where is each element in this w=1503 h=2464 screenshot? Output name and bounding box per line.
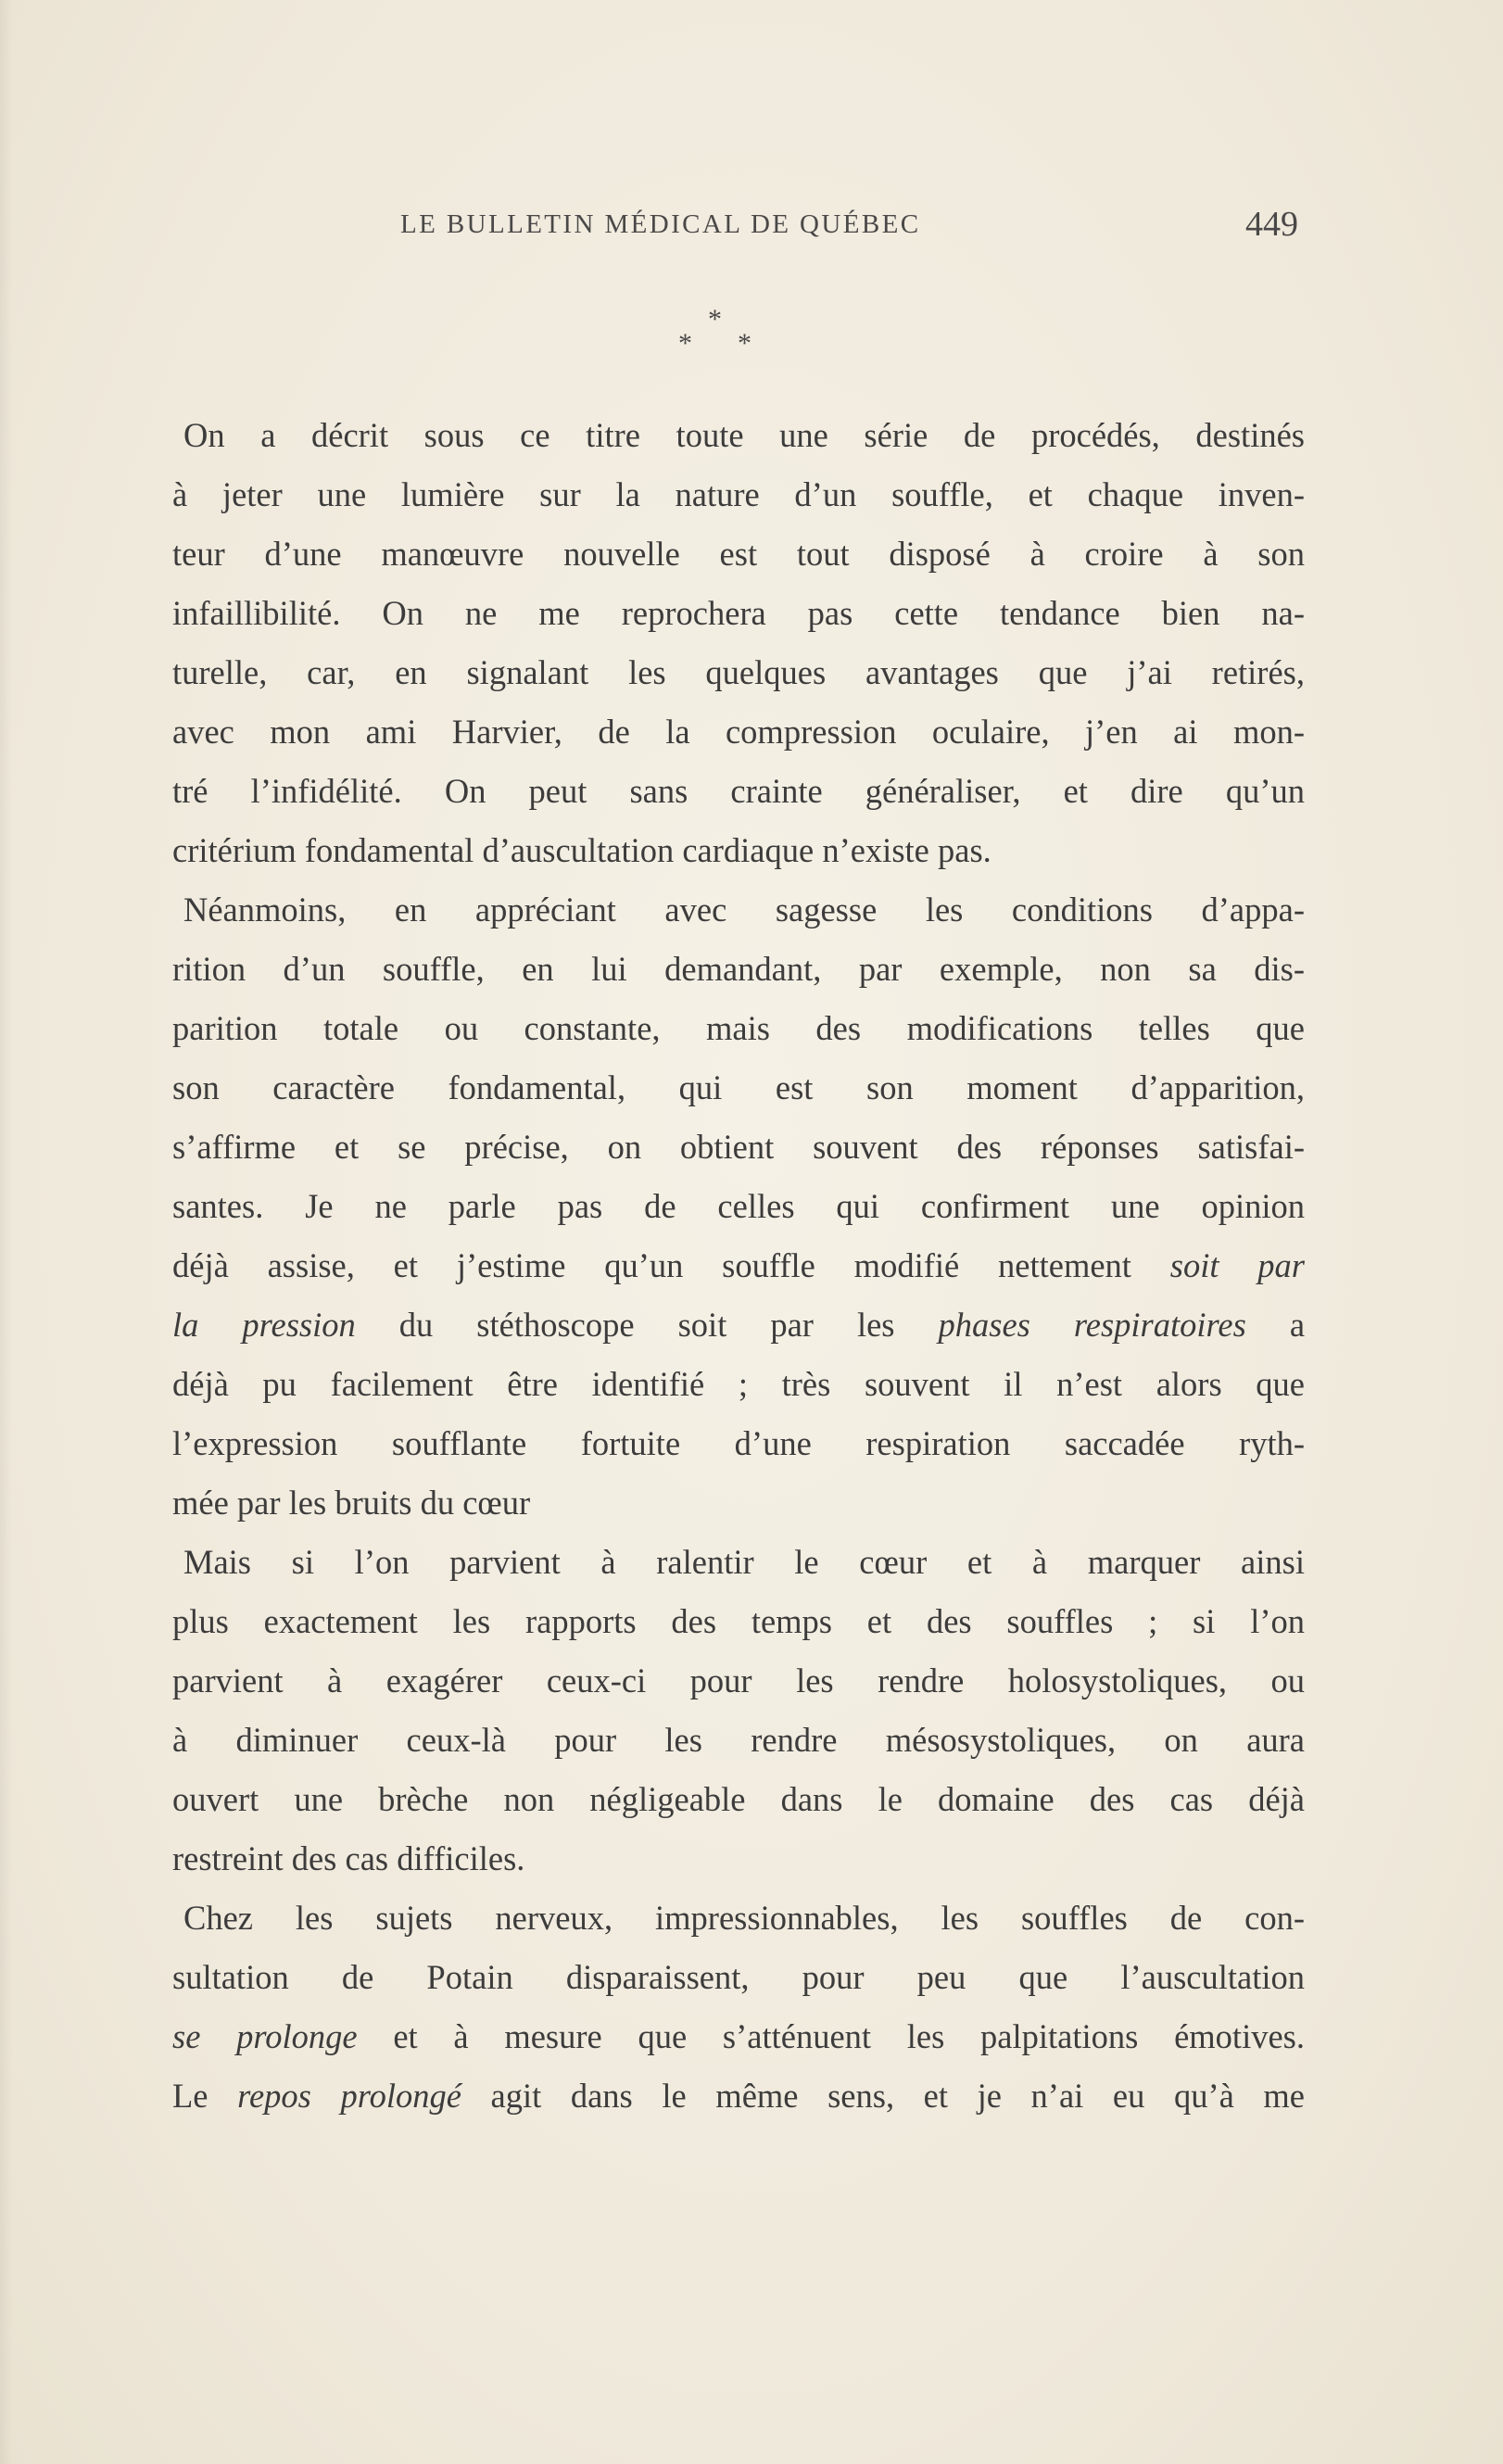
text-line: son caractère fondamental, qui est son moment d’apparition,: [172, 1068, 1305, 1106]
text-line: parvient à exagérer ceux-ci pour les rendre holosystoliques, ou: [172, 1662, 1305, 1700]
text-line: déjà pu facilement être identifié ; très souvent il n’est alors que: [172, 1365, 1305, 1403]
text-segment: déjà assise, et j’estime qu’un souffle modifié nettement: [172, 1246, 1131, 1284]
text-line: Néanmoins, en appréciant avec sagesse les conditions d’appa-: [183, 891, 1305, 929]
text-line: infaillibilité. On ne me reprochera pas cette tendance bien na-: [172, 594, 1305, 632]
text-line: tré l’infidélité. On peut sans crainte généraliser, et dire qu’un: [172, 772, 1305, 810]
asterisk: *: [738, 328, 752, 359]
text-line: [172, 2007, 1305, 2066]
text-line: ouvert une brèche non négligeable dans le domaine des cas déjà: [172, 1780, 1305, 1818]
italic-segment: soit par: [1169, 1246, 1305, 1284]
text-line: s’affirme et se précise, on obtient souvent des réponses satisfai-: [172, 1128, 1305, 1166]
text-line: On a décrit sous ce titre toute une série de procédés, destinés: [183, 416, 1305, 454]
text-line: santes. Je ne parle pas de celles qui confirment une opinion: [172, 1187, 1305, 1225]
text-line: avec mon ami Harvier, de la compression oculaire, j’en ai mon-: [172, 713, 1305, 751]
text-line: à jeter une lumière sur la nature d’un souffle, et chaque inven-: [172, 475, 1305, 513]
text-line: plus exactement les rapports des temps et des souffles ; si l’on: [172, 1602, 1305, 1640]
running-title: LE BULLETIN MÉDICAL DE QUÉBEC: [400, 209, 921, 239]
text-line: critérium fondamental d’auscultation cardiaque n’existe pas.: [172, 831, 991, 869]
page-number: 449: [1245, 205, 1298, 244]
text-line: sultation de Potain disparaissent, pour peu que l’auscultation: [172, 1958, 1305, 1996]
body-text: [172, 406, 1305, 2126]
section-separator-asterism: [667, 304, 760, 360]
italic-segment: phases respiratoires: [938, 1306, 1246, 1344]
text-segment: a: [1289, 1306, 1306, 1344]
text-line: mée par les bruits du cœur: [172, 1484, 531, 1522]
italic-segment: la pression: [172, 1306, 356, 1344]
text-segment: du stéthoscope soit par les: [398, 1306, 895, 1344]
text-line: restreint des cas difficiles.: [172, 1839, 525, 1877]
italic-segment: se prolonge: [172, 2017, 358, 2055]
text-segment: Le: [172, 2077, 208, 2115]
asterisk: *: [678, 328, 692, 359]
text-line: à diminuer ceux-là pour les rendre mésosystoliques, on aura: [172, 1721, 1305, 1759]
text-line: Chez les sujets nerveux, impressionnables, les souffles de con-: [183, 1899, 1305, 1937]
text-line: [172, 2066, 1305, 2126]
text-segment: et à mesure que s’atténuent les palpitations émotives.: [393, 2017, 1305, 2055]
text-line: turelle, car, en signalant les quelques avantages que j’ai retirés,: [172, 653, 1305, 691]
text-segment: agit dans le même sens, et je n’ai eu qu’à me: [490, 2077, 1305, 2115]
page-header: [0, 204, 1503, 250]
text-line: parition totale ou constante, mais des modifications telles que: [172, 1009, 1305, 1047]
text-line: l’expression soufflante fortuite d’une respiration saccadée ryth-: [172, 1424, 1305, 1462]
italic-segment: repos prolongé: [237, 2077, 461, 2115]
text-line: teur d’une manœuvre nouvelle est tout disposé à croire à son: [172, 535, 1305, 573]
asterisk: *: [708, 304, 722, 335]
text-line: rition d’un souffle, en lui demandant, par exemple, non sa dis-: [172, 950, 1305, 988]
text-line: [172, 1295, 1305, 1355]
text-line: [172, 1236, 1305, 1295]
text-line: Mais si l’on parvient à ralentir le cœur et à marquer ainsi: [183, 1543, 1305, 1581]
